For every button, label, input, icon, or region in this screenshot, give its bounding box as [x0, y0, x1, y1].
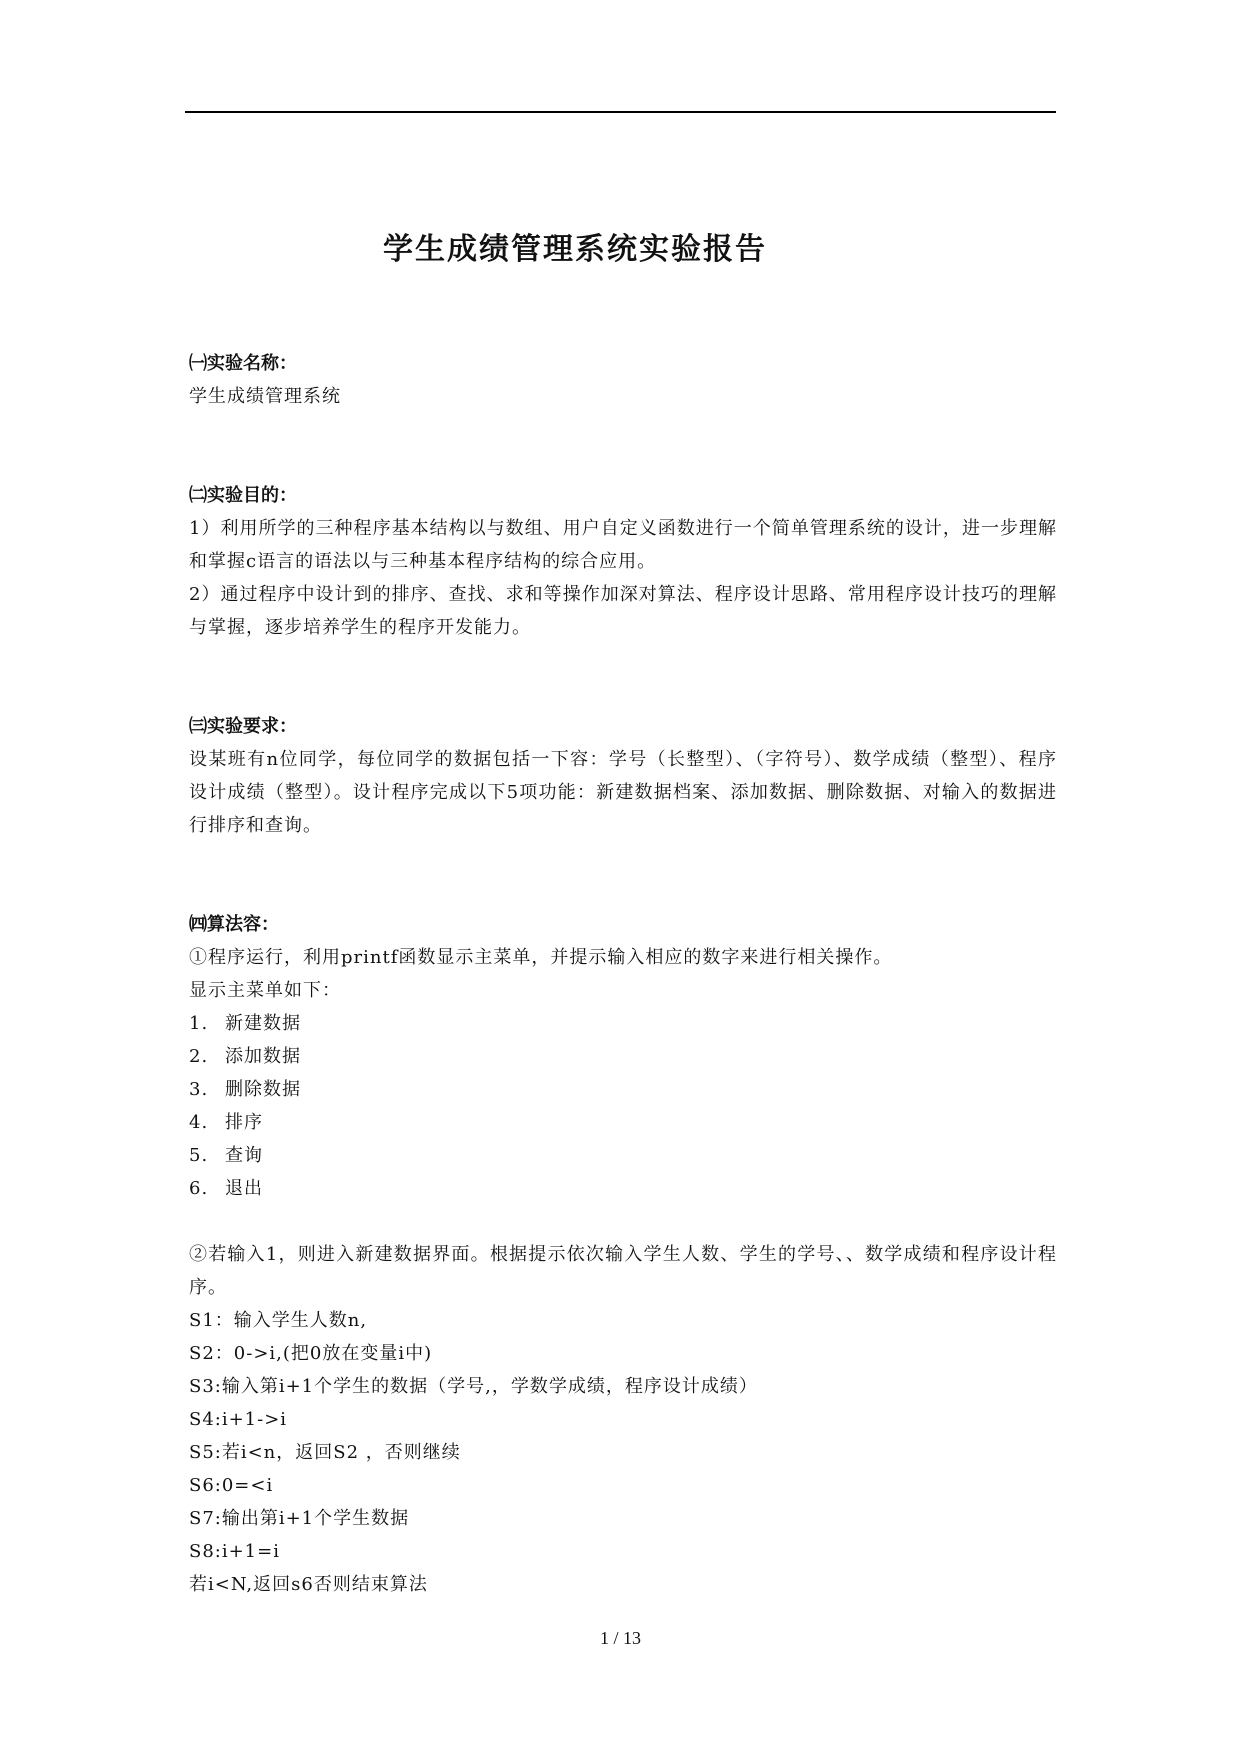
document-title: 学生成绩管理系统实验报告 [383, 232, 767, 267]
algorithm-step: S7:输出第i+1个学生数据 [189, 1508, 410, 1529]
paragraph: ①程序运行，利用printf函数显示主菜单，并提示输入相应的数字来进行相关操作。 [189, 947, 893, 968]
section-algorithm [189, 908, 1057, 1601]
section-heading: ㈢实验要求： [189, 716, 297, 737]
algorithm-step: S5:若i<n，返回S2 ，否则继续 [189, 1442, 461, 1463]
list-item-label: 新建数据 [225, 1013, 301, 1034]
paragraph: 显示主菜单如下： [189, 980, 341, 1001]
algorithm-step: S3:输入第i+1个学生的数据（学号,，学数学成绩，程序设计成绩） [189, 1376, 758, 1397]
list-item [189, 1007, 1057, 1040]
section-heading: ㈣算法容： [189, 914, 279, 935]
section-experiment-name [189, 347, 1057, 413]
paragraph: 2）通过程序中设计到的排序、查找、求和等操作加深对算法、程序设计思路、常用程序设计技巧的理解与掌握，逐步培养学生的程序开发能力。 [189, 584, 1057, 638]
algorithm-step: 若i<N,返回s6否则结束算法 [189, 1574, 428, 1595]
list-item [189, 1172, 1057, 1205]
list-item [189, 1106, 1057, 1139]
list-item [189, 1073, 1057, 1106]
algorithm-steps [189, 1304, 1057, 1601]
section-experiment-requirements [189, 710, 1057, 842]
algorithm-step: S6:0=<i [189, 1475, 274, 1496]
list-item-label: 退出 [225, 1178, 263, 1199]
list-item [189, 1139, 1057, 1172]
section-text: 学生成绩管理系统 [189, 386, 341, 407]
list-item-label: 排序 [225, 1112, 263, 1133]
list-item-number: 3. [189, 1079, 209, 1100]
paragraph: ②若输入1，则进入新建数据界面。根据提示依次输入学生人数、学生的学号、、数学成绩和程序设计程序。 [189, 1244, 1057, 1298]
main-menu-list [189, 1007, 1057, 1205]
list-item-number: 2. [189, 1046, 209, 1067]
list-item-number: 5. [189, 1145, 209, 1166]
algorithm-step: S2：0->i,(把0放在变量i中) [189, 1343, 433, 1364]
list-item-label: 添加数据 [225, 1046, 301, 1067]
section-experiment-purpose [189, 479, 1057, 644]
paragraph: 设某班有n位同学，每位同学的数据包括一下容：学号（长整型）、（字符号）、数学成绩（整型）、程序设计成绩（整型）。设计程序完成以下5项功能：新建数据档案、添加数据、删除数据、对输入的数据进行排序和查询。 [189, 749, 1057, 836]
page-number: 1 / 13 [599, 1628, 641, 1648]
list-item-number: 6. [189, 1178, 209, 1199]
algorithm-step: S1：输入学生人数n, [189, 1310, 368, 1331]
header-rule [185, 111, 1056, 113]
document-body [189, 347, 1057, 1601]
algorithm-step: S8:i+1=i [189, 1541, 280, 1562]
list-item-label: 删除数据 [225, 1079, 301, 1100]
list-item-number: 1. [189, 1013, 209, 1034]
list-item-label: 查询 [225, 1145, 263, 1166]
algorithm-step: S4:i+1->i [189, 1409, 288, 1430]
list-item-number: 4. [189, 1112, 209, 1133]
paragraph: 1）利用所学的三种程序基本结构以与数组、用户自定义函数进行一个简单管理系统的设计，进一步理解和掌握c语言的语法以与三种基本程序结构的综合应用。 [189, 518, 1057, 572]
section-heading: ㈠实验名称： [189, 353, 297, 374]
list-item [189, 1040, 1057, 1073]
section-heading: ㈡实验目的： [189, 485, 297, 506]
